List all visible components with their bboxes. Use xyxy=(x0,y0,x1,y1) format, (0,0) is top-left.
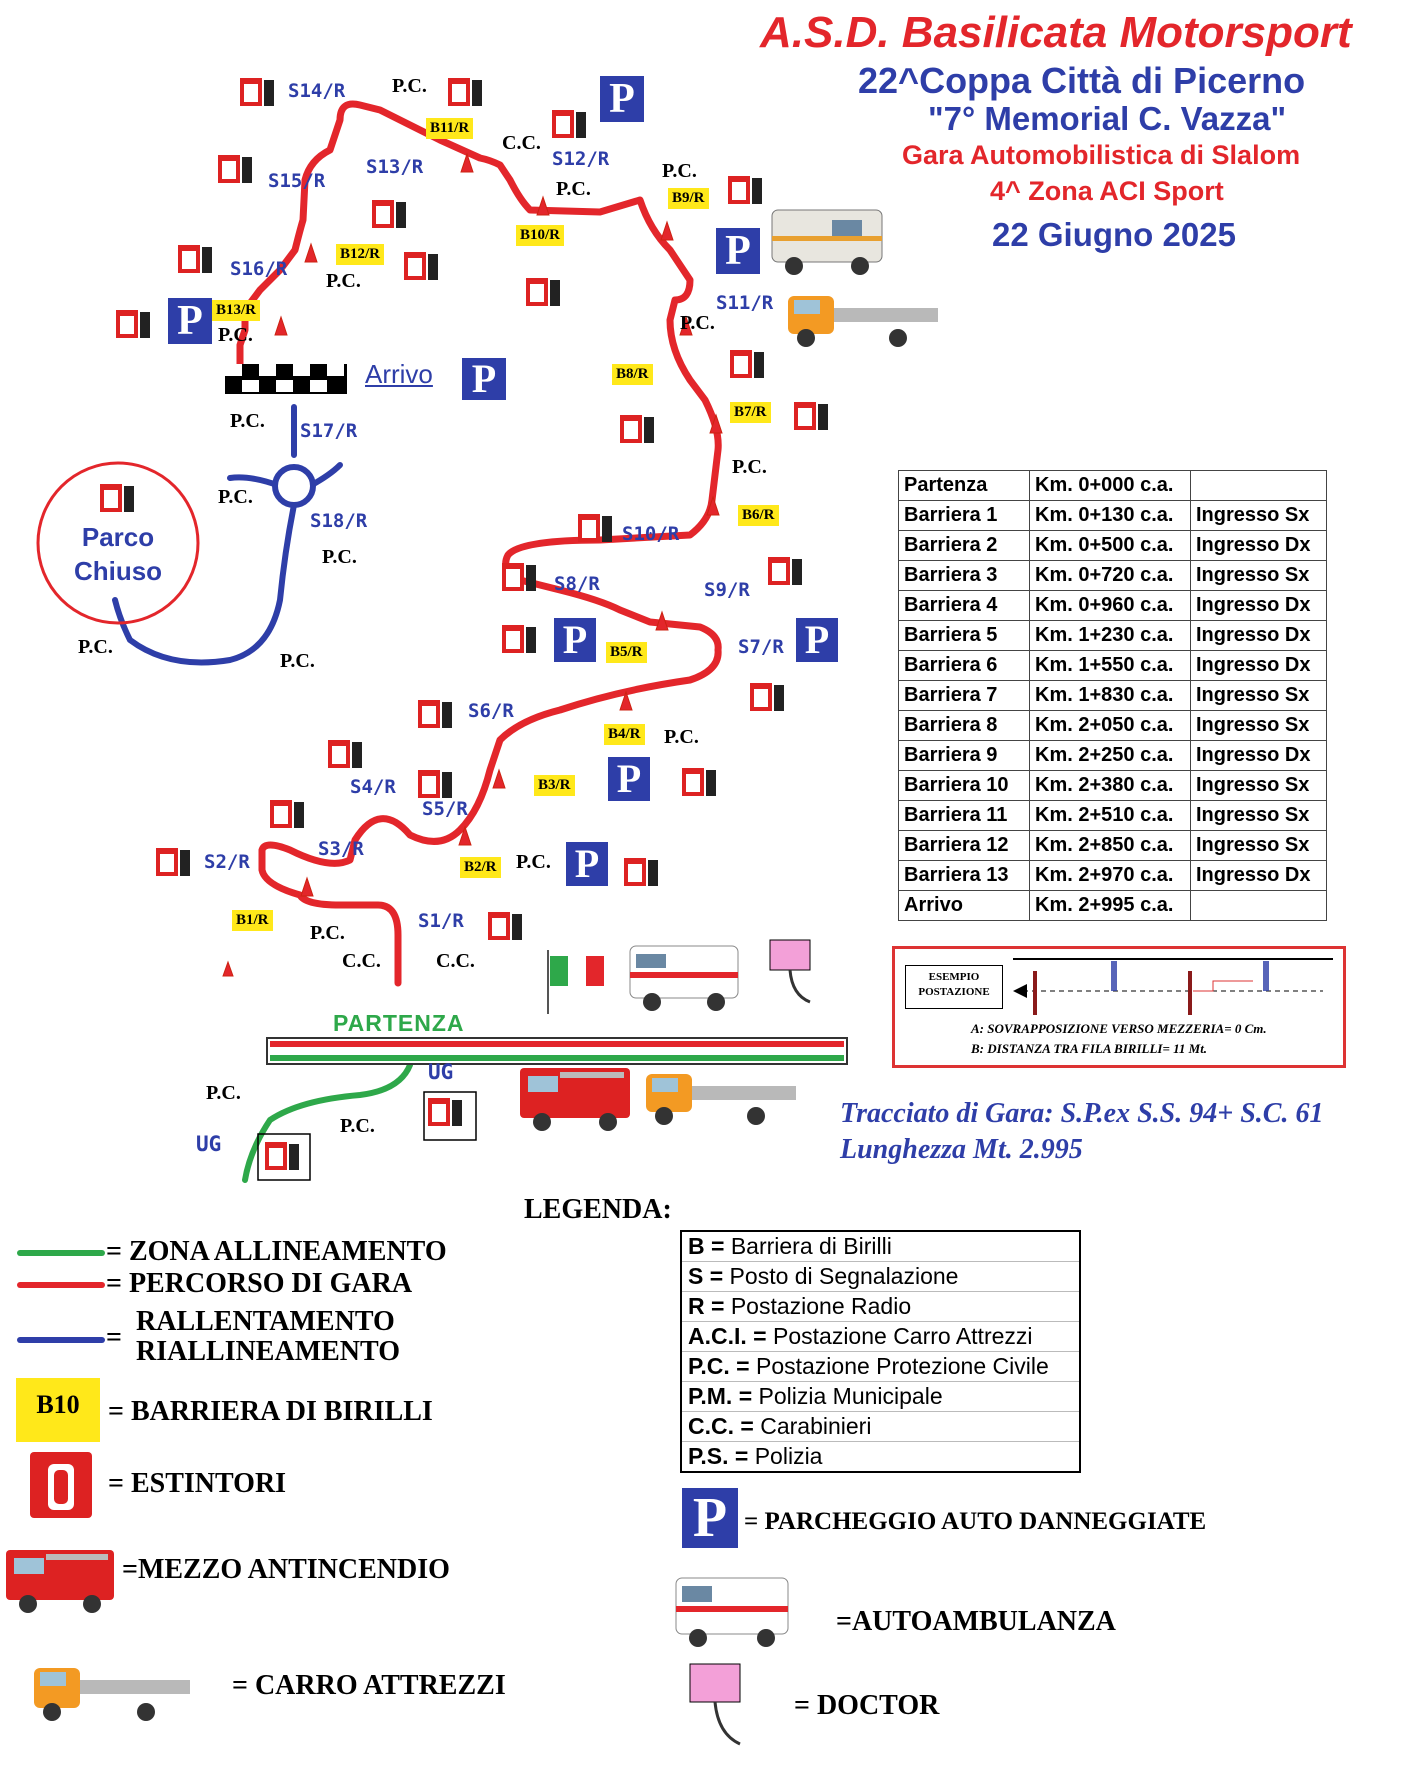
legend-fire-truck: =MEZZO ANTINCENDIO xyxy=(122,1554,450,1585)
barrier-b10: B10/R xyxy=(516,225,564,246)
italian-flag xyxy=(548,950,604,1014)
barrier-b11: B11/R xyxy=(426,118,473,139)
pc-label: P.C. xyxy=(322,546,357,568)
barrier-b13: B13/R xyxy=(212,300,260,321)
parking-marker: P xyxy=(168,298,212,344)
legend-fire-truck-icon xyxy=(6,1550,114,1613)
pc-label: P.C. xyxy=(218,486,253,508)
legend-tow: = CARRO ATTREZZI xyxy=(232,1670,506,1701)
ambulance-start-vehicle xyxy=(630,946,738,1011)
table-row: C.C. = Carabinieri xyxy=(681,1412,1080,1442)
table-row: Barriera 4 Km. 0+960 c.a. Ingresso Dx xyxy=(899,591,1327,621)
table-row: P.C. = Postazione Protezione Civile xyxy=(681,1352,1080,1382)
ambulance-vehicle xyxy=(772,210,882,275)
cc-label: C.C. xyxy=(502,132,541,154)
legend-title: LEGENDA: xyxy=(524,1194,672,1225)
parking-marker: P xyxy=(608,757,650,801)
parking-marker: P xyxy=(600,76,644,122)
table-row: Barriera 1 Km. 0+130 c.a. Ingresso Sx xyxy=(899,501,1327,531)
signal-s7: S7/R xyxy=(738,636,784,658)
org-title: A.S.D. Basilicata Motorsport xyxy=(760,8,1352,57)
parco-chiuso-label xyxy=(58,520,178,588)
table-row: S = Posto di Segnalazione xyxy=(681,1262,1080,1292)
table-row: Barriera 6 Km. 1+550 c.a. Ingresso Dx xyxy=(899,651,1327,681)
signal-s3: S3/R xyxy=(318,838,364,860)
legend-doctor-icon xyxy=(690,1664,740,1744)
track-route: Tracciato di Gara: S.P.ex S.S. 94+ S.C. 61 xyxy=(840,1098,1324,1129)
race-date: 22 Giugno 2025 xyxy=(992,216,1236,253)
barrier-b12: B12/R xyxy=(336,244,384,265)
legend-parking-icon: P xyxy=(682,1488,738,1548)
barrier-b9: B9/R xyxy=(668,188,709,209)
legend-race: = PERCORSO DI GARA xyxy=(106,1268,413,1299)
event-title: 22^Coppa Città di Picerno xyxy=(858,60,1306,101)
table-row: Barriera 8 Km. 2+050 c.a. Ingresso Sx xyxy=(899,711,1327,741)
barrier-km-table xyxy=(898,470,1327,921)
abbreviation-table xyxy=(680,1230,1081,1473)
table-row: P.S. = Polizia xyxy=(681,1442,1080,1473)
finish-line xyxy=(225,364,347,394)
table-row: Partenza Km. 0+000 c.a. xyxy=(899,471,1327,501)
table-row: Barriera 10 Km. 2+380 c.a. Ingresso Sx xyxy=(899,771,1327,801)
legend-ambulance-icon xyxy=(676,1578,788,1647)
pc-label: P.C. xyxy=(280,650,315,672)
barrier-b6: B6/R xyxy=(738,505,779,526)
table-row: B = Barriera di Birilli xyxy=(681,1231,1080,1262)
legend-ambulance: =AUTOAMBULANZA xyxy=(836,1606,1116,1637)
ug-label: UG xyxy=(428,1060,454,1084)
legend-slowdown-1: RALLENTAMENTO xyxy=(136,1306,395,1337)
legend-doctor: = DOCTOR xyxy=(794,1690,940,1721)
roundabout xyxy=(275,467,313,505)
table-row: Barriera 5 Km. 1+230 c.a. Ingresso Dx xyxy=(899,621,1327,651)
legend-extinguisher: = ESTINTORI xyxy=(108,1468,287,1499)
legend-slowdown-eq: = xyxy=(106,1322,122,1353)
pc-label: P.C. xyxy=(218,324,253,346)
table-row: Barriera 12 Km. 2+850 c.a. Ingresso Sx xyxy=(899,831,1327,861)
example-station-box xyxy=(892,946,1346,1068)
signal-s12: S12/R xyxy=(552,148,610,170)
legend-barrier-chip: B10 xyxy=(16,1378,100,1442)
barrier-b2: B2/R xyxy=(460,857,501,878)
signal-s11: S11/R xyxy=(716,292,774,314)
pc-label: P.C. xyxy=(556,178,591,200)
barrier-b1: B1/R xyxy=(232,910,273,931)
example-title-line-1: ESEMPIO xyxy=(928,971,980,983)
table-row: R = Postazione Radio xyxy=(681,1292,1080,1322)
race-type: Gara Automobilistica di Slalom xyxy=(902,140,1301,170)
race-zone: 4^ Zona ACI Sport xyxy=(990,176,1224,206)
legend-barrier: = BARRIERA DI BIRILLI xyxy=(108,1396,433,1427)
legend-alignment: = ZONA ALLINEAMENTO xyxy=(106,1236,447,1267)
signal-s10: S10/R xyxy=(622,523,680,545)
cc-label: C.C. xyxy=(342,950,381,972)
fire-truck-vehicle xyxy=(520,1068,630,1131)
pc-label: P.C. xyxy=(732,456,767,478)
signal-s6: S6/R xyxy=(468,700,514,722)
cc-label: C.C. xyxy=(436,950,475,972)
table-row: Arrivo Km. 2+995 c.a. xyxy=(899,891,1327,921)
barrier-b3: B3/R xyxy=(534,775,575,796)
signal-s15: S15/R xyxy=(268,170,326,192)
legend-slowdown-2: RIALLINEAMENTO xyxy=(136,1336,400,1367)
doctor-symbol xyxy=(770,940,810,1002)
table-row: Barriera 3 Km. 0+720 c.a. Ingresso Sx xyxy=(899,561,1327,591)
barrier-b4: B4/R xyxy=(604,724,645,745)
example-diagram xyxy=(1013,957,1333,1021)
table-row: Barriera 2 Km. 0+500 c.a. Ingresso Dx xyxy=(899,531,1327,561)
pc-label: P.C. xyxy=(664,726,699,748)
parking-marker: P xyxy=(716,228,760,274)
tow-truck-vehicle xyxy=(788,296,938,347)
legend-extinguisher-icon xyxy=(30,1452,92,1518)
barrier-b8: B8/R xyxy=(612,364,653,385)
signal-s14: S14/R xyxy=(288,80,346,102)
signal-s16: S16/R xyxy=(230,258,288,280)
example-title xyxy=(905,965,1003,1009)
track-length: Lunghezza Mt. 2.995 xyxy=(840,1134,1083,1165)
legend-parking: = PARCHEGGIO AUTO DANNEGGIATE xyxy=(744,1508,1207,1535)
legend-tow-truck-icon xyxy=(34,1668,190,1721)
pc-label: P.C. xyxy=(206,1082,241,1104)
parking-marker: P xyxy=(566,842,608,886)
pc-label: P.C. xyxy=(230,410,265,432)
table-row: Barriera 13 Km. 2+970 c.a. Ingresso Dx xyxy=(899,861,1327,891)
pc-label: P.C. xyxy=(310,922,345,944)
example-note-a: A: SOVRAPPOSIZIONE VERSO MEZZERIA= 0 Cm. xyxy=(971,1021,1267,1036)
pc-label: P.C. xyxy=(662,160,697,182)
tow-truck-start-vehicle xyxy=(646,1074,796,1125)
signal-s17: S17/R xyxy=(300,420,358,442)
pc-label: P.C. xyxy=(680,312,715,334)
signal-s4: S4/R xyxy=(350,776,396,798)
start-label: PARTENZA xyxy=(333,1010,465,1036)
signal-s18: S18/R xyxy=(310,510,368,532)
table-row: P.M. = Polizia Municipale xyxy=(681,1382,1080,1412)
parking-marker: P xyxy=(462,358,506,400)
signal-s5: S5/R xyxy=(422,798,468,820)
signal-s9: S9/R xyxy=(704,579,750,601)
pc-label: P.C. xyxy=(516,851,551,873)
pc-label: P.C. xyxy=(326,270,361,292)
parco-chiuso-line-2: Chiuso xyxy=(73,556,163,586)
barrier-b5: B5/R xyxy=(606,642,647,663)
table-row: Barriera 9 Km. 2+250 c.a. Ingresso Dx xyxy=(899,741,1327,771)
table-row: A.C.I. = Postazione Carro Attrezzi xyxy=(681,1322,1080,1352)
pc-label: P.C. xyxy=(340,1115,375,1137)
example-title-line-2: POSTAZIONE xyxy=(918,986,990,998)
signal-s8: S8/R xyxy=(554,573,600,595)
pc-label: P.C. xyxy=(78,636,113,658)
parco-chiuso-line-1: Parco xyxy=(81,522,155,552)
ug-label: UG xyxy=(196,1132,222,1156)
pc-label: P.C. xyxy=(392,75,427,97)
memorial-title: "7° Memorial C. Vazza" xyxy=(928,100,1287,137)
signal-s13: S13/R xyxy=(366,156,424,178)
signal-s2: S2/R xyxy=(204,851,250,873)
finish-label: Arrivo xyxy=(365,359,433,389)
barrier-b7: B7/R xyxy=(730,402,771,423)
table-row: Barriera 7 Km. 1+830 c.a. Ingresso Sx xyxy=(899,681,1327,711)
signal-s1: S1/R xyxy=(418,910,464,932)
table-row: Barriera 11 Km. 2+510 c.a. Ingresso Sx xyxy=(899,801,1327,831)
parking-marker: P xyxy=(796,618,838,662)
parking-marker: P xyxy=(554,618,596,662)
example-note-b: B: DISTANZA TRA FILA BIRILLI= 11 Mt. xyxy=(971,1041,1208,1056)
